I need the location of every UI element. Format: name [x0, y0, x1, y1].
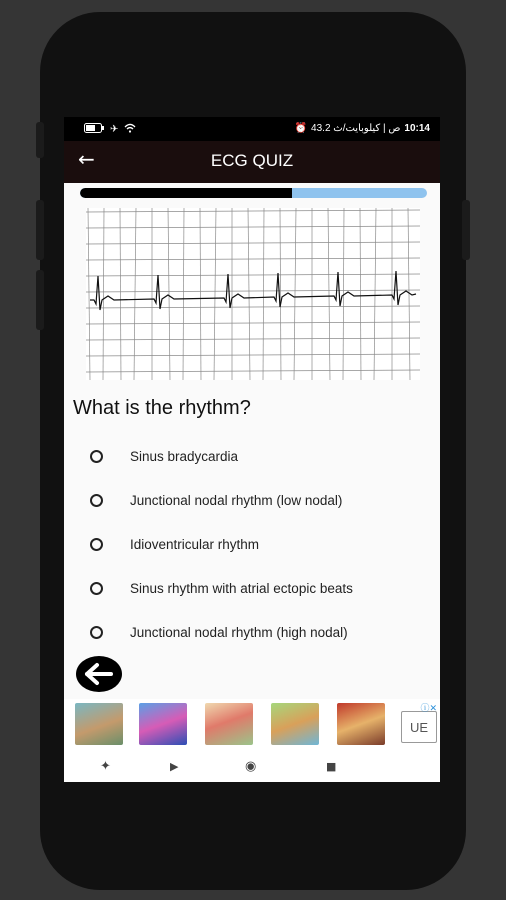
app-bar [64, 141, 440, 183]
quiz-progress-fill [80, 188, 292, 198]
system-navigation-bar [64, 751, 440, 782]
radio-button[interactable] [90, 538, 103, 551]
airplane-mode-icon: ✈ [110, 124, 119, 135]
ad-thumbnail[interactable] [337, 703, 385, 745]
ad-banner[interactable] [64, 699, 440, 751]
ecg-strip-image [86, 208, 420, 380]
answer-option[interactable] [90, 574, 430, 602]
answer-option-label: Junctional nodal rhythm (low nodal) [130, 492, 343, 508]
radio-button[interactable] [90, 450, 103, 463]
phone-side-button [36, 122, 44, 158]
answer-option[interactable] [90, 442, 430, 470]
phone-side-button [462, 200, 470, 260]
answer-option-label: Sinus bradycardia [130, 448, 239, 464]
battery-icon [84, 123, 104, 136]
radio-button[interactable] [90, 494, 103, 507]
alarm-icon: ⏰ [294, 123, 308, 134]
back-arrow-icon[interactable]: ← [78, 147, 95, 171]
answer-option[interactable] [90, 486, 430, 514]
accessibility-icon[interactable]: ✦ [100, 759, 111, 774]
page-title: ECG QUIZ [210, 151, 294, 170]
previous-question-button[interactable] [76, 656, 122, 692]
status-bar [64, 117, 440, 141]
answer-option[interactable] [90, 618, 430, 646]
clock-time: 10:14 [404, 123, 430, 134]
phone-side-button [36, 270, 44, 330]
wifi-icon [124, 123, 136, 136]
ad-thumbnail[interactable] [271, 703, 319, 745]
left-arrow-icon [83, 662, 115, 686]
answer-option-label: Sinus rhythm with atrial ectopic beats [130, 580, 353, 596]
ad-thumbnail[interactable] [75, 703, 123, 745]
phone-side-button [36, 200, 44, 260]
play-icon[interactable]: ▶ [170, 760, 179, 773]
ad-info-icon[interactable]: ⓘ✕ [420, 704, 437, 714]
answer-option-label: Junctional nodal rhythm (high nodal) [130, 624, 348, 640]
recents-icon[interactable]: ■ [326, 760, 337, 773]
quiz-progress-bar [80, 188, 427, 198]
ad-thumbnail[interactable] [205, 703, 253, 745]
radio-button[interactable] [90, 582, 103, 595]
radio-button[interactable] [90, 626, 103, 639]
ad-thumbnail[interactable] [139, 703, 187, 745]
app-screen [64, 117, 440, 782]
question-text: What is the rhythm? [73, 397, 251, 419]
ad-logo[interactable]: UE [401, 711, 437, 743]
answer-option-label: Idioventricular rhythm [130, 536, 260, 552]
answer-option[interactable] [90, 530, 430, 558]
home-icon[interactable]: ◉ [245, 759, 257, 774]
network-speed-text: 43.2 ص | كيلوبايت/ث [311, 123, 401, 134]
